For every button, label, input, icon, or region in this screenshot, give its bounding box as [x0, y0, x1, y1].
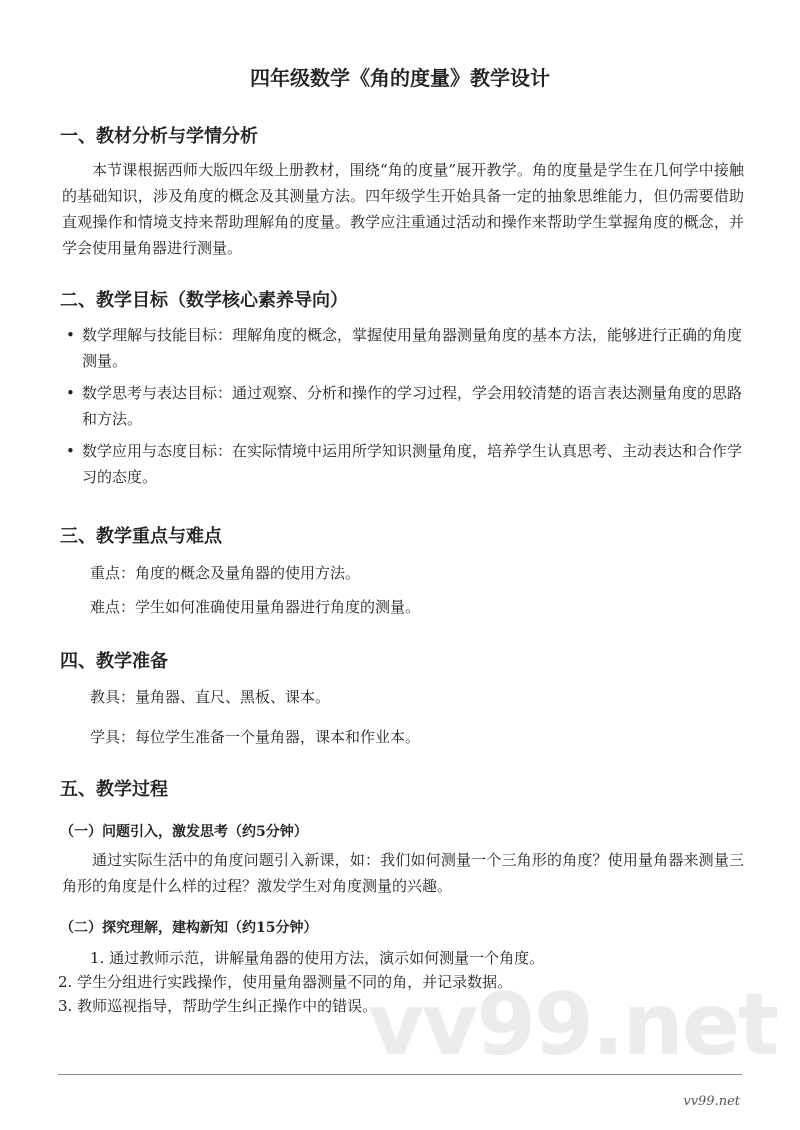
section-heading-1: 一、教材分析与学情分析 [60, 126, 258, 147]
section-heading-3: 三、教学重点与难点 [60, 526, 222, 547]
subsection-heading-1: （一）问题引入，激发思考（约5分钟） [60, 824, 308, 840]
subsection-heading-2: （二）探究理解，建构新知（约15分钟） [60, 920, 318, 936]
section-heading-2: 二、教学目标（数学核心素养导向） [60, 290, 348, 311]
footer-divider [58, 1074, 742, 1075]
learning-aids: 学具：每位学生准备一个量角器，课本和作业本。 [90, 728, 421, 746]
objectives-list [62, 322, 744, 496]
key-point: 重点：角度的概念及量角器的使用方法。 [90, 564, 361, 582]
objective-item: • 数学理解与技能目标：理解角度的概念，掌握使用量角器测量角度的基本方法，能够进行正确的角度测量。 [62, 322, 744, 374]
subsection-1-paragraph: 通过实际生活中的角度问题引入新课，如：我们如何测量一个三角形的角度？使用量角器来测量三角形的角度是什么样的过程？激发学生对角度测量的兴趣。 [62, 851, 744, 895]
footer-site: vv99.net [683, 1094, 740, 1109]
process-step: 3. 教师巡视指导，帮助学生纠正操作中的错误。 [58, 997, 378, 1015]
section-heading-5: 五、教学过程 [60, 779, 168, 800]
objective-item: • 数学应用与态度目标：在实际情境中运用所学知识测量角度，培养学生认真思考、主动表达和合作学习的态度。 [62, 438, 744, 490]
objective-item: • 数学思考与表达目标：通过观察、分析和操作的学习过程，学会用较清楚的语言表达测量角度的思路和方法。 [62, 380, 744, 432]
document-title: 四年级数学《角的度量》教学设计 [250, 66, 550, 90]
process-step: 1. 通过教师示范，讲解量角器的使用方法，演示如何测量一个角度。 [90, 949, 545, 967]
process-step: 2. 学生分组进行实践操作，使用量角器测量不同的角，并记录数据。 [58, 973, 513, 991]
section-1-paragraph: 本节课根据西师大版四年级上册教材，围绕“角的度量”展开教学。角的度量是学生在几何学中接触的基础知识，涉及角度的概念及其测量方法。四年级学生开始具备一定的抽象思维能力，但仍需要借助直观操作和情境支持来帮助理解角的度量。教学应注重通过活动和操作来帮助学生掌握角度的概念，并学会使用量角器进行测量。 [62, 161, 744, 257]
watermark: vv99.net [368, 975, 778, 1075]
difficult-point: 难点：学生如何准确使用量角器进行角度的测量。 [90, 598, 421, 616]
teaching-aids: 教具：量角器、直尺、黑板、课本。 [90, 688, 331, 706]
section-heading-4: 四、教学准备 [60, 651, 168, 672]
